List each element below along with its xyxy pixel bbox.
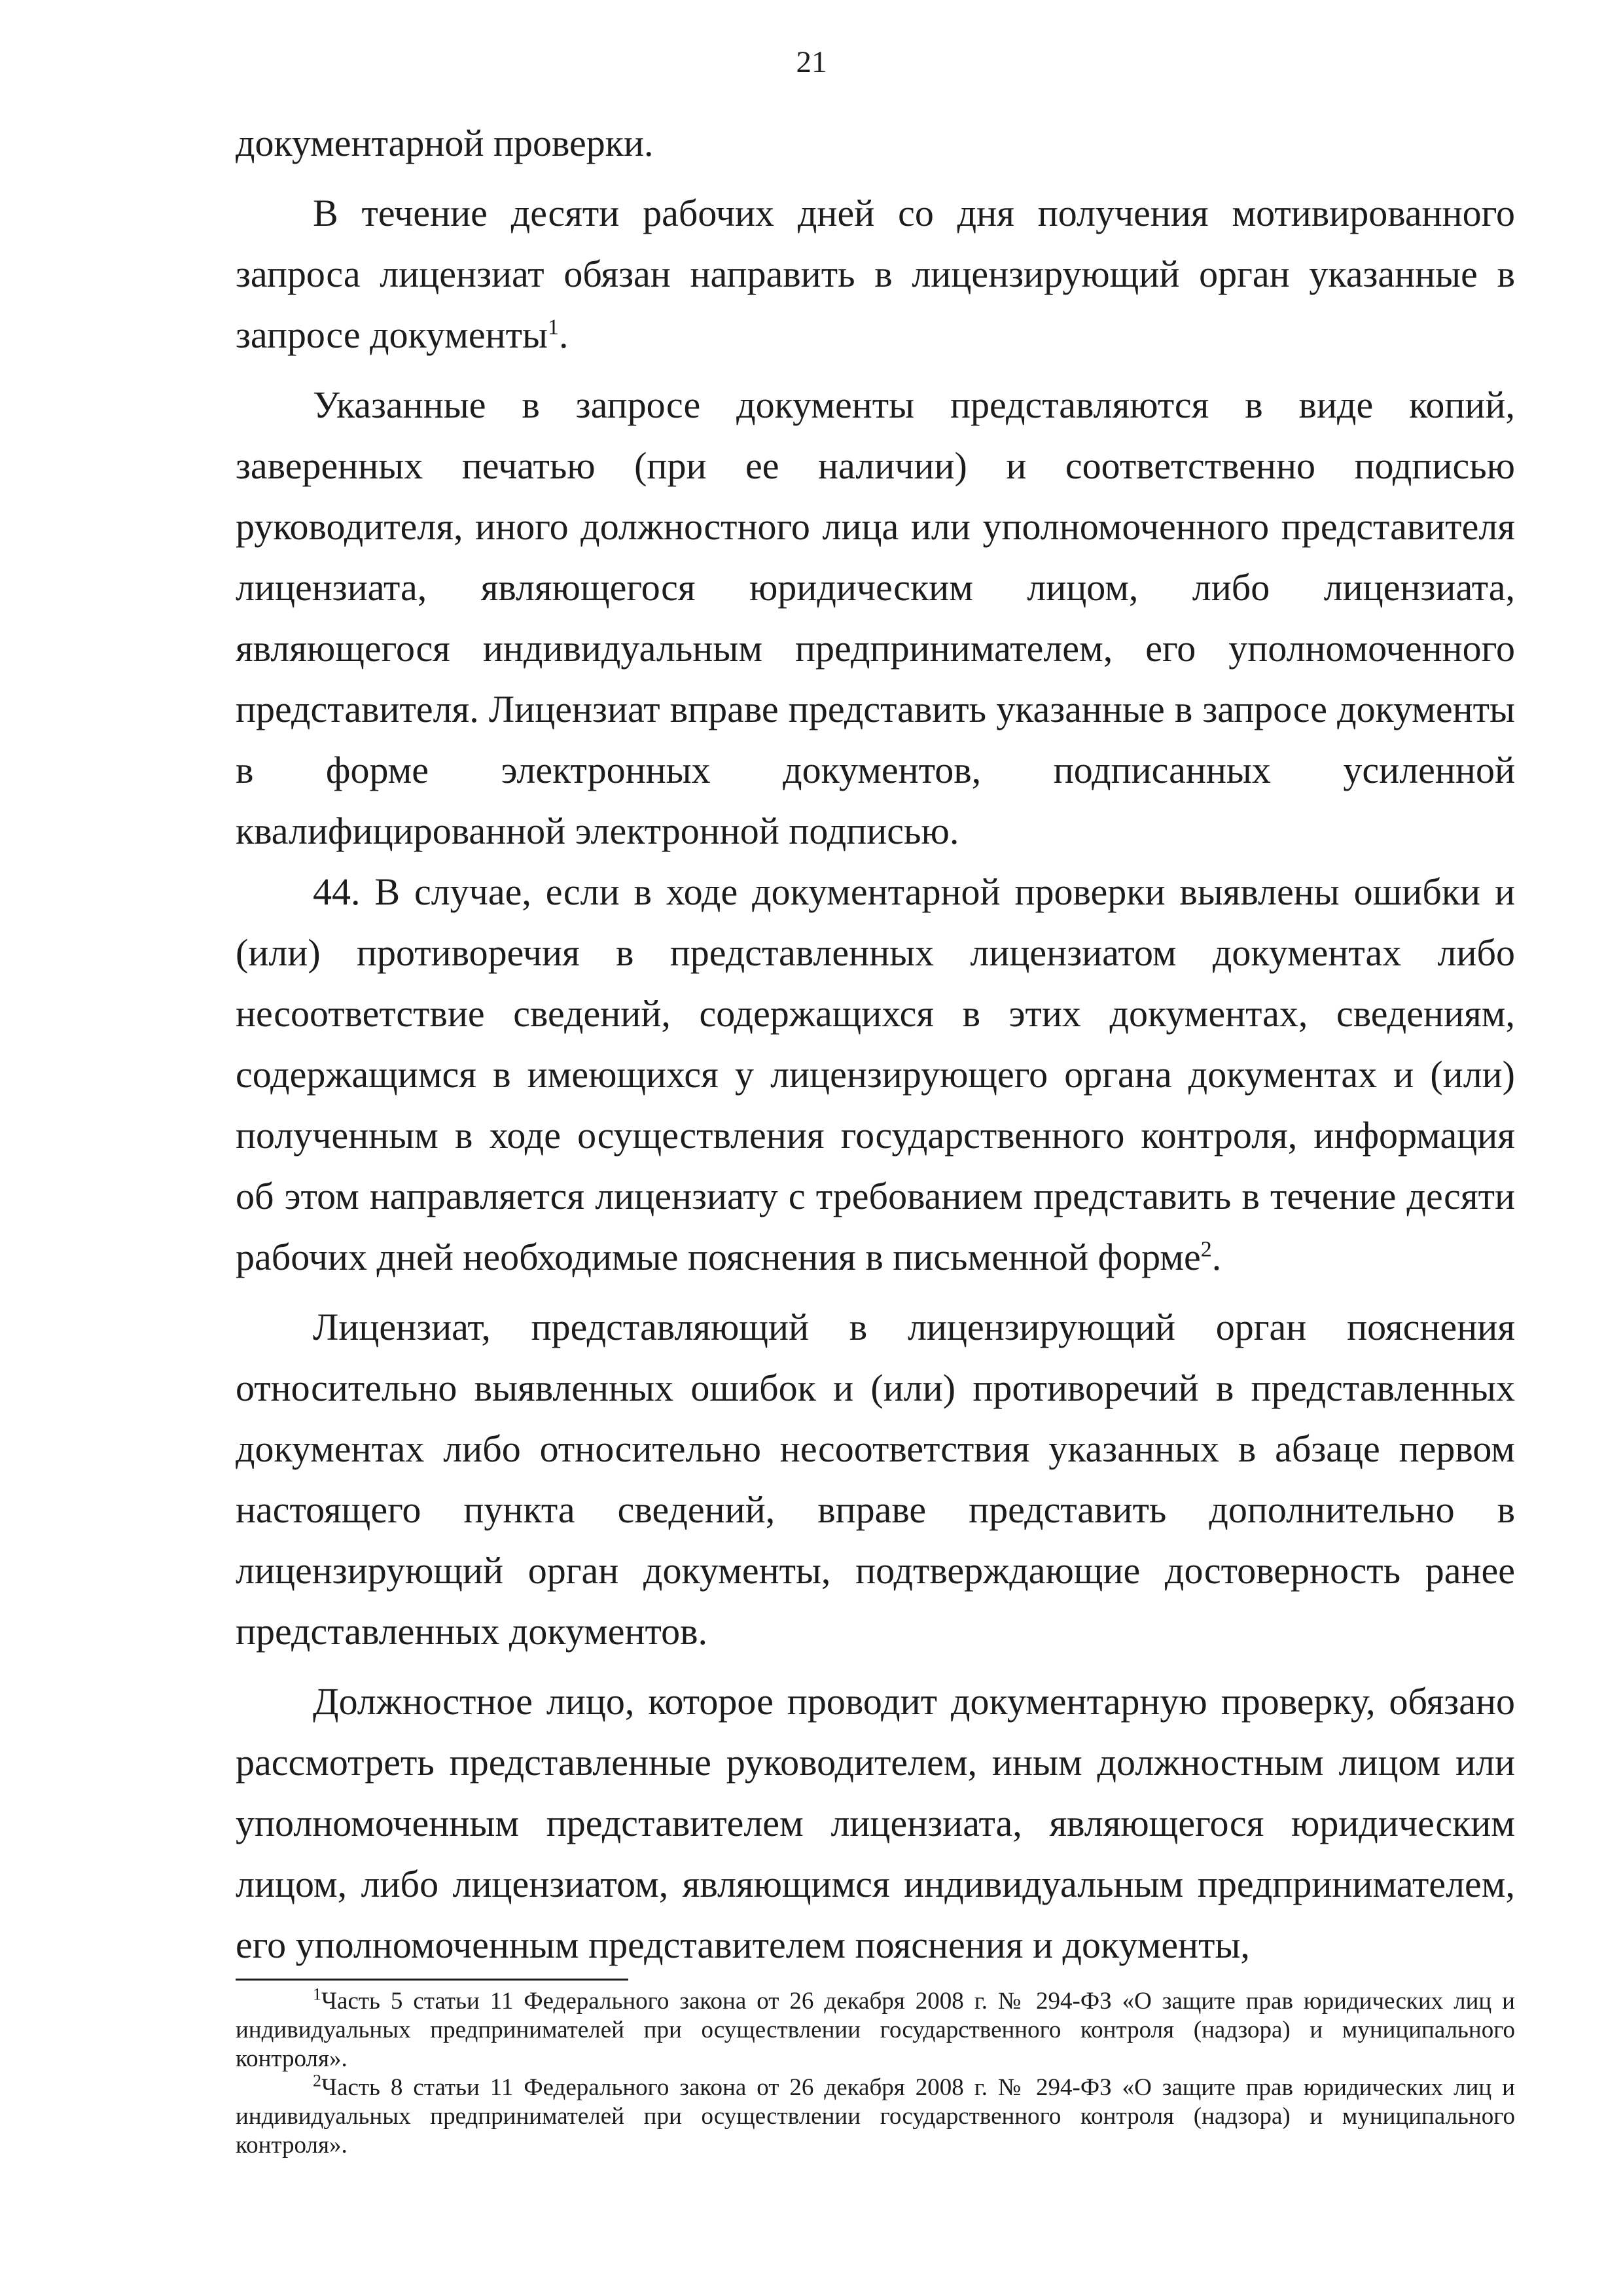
paragraph-text: документарной проверки. xyxy=(236,122,654,164)
paragraph xyxy=(236,1297,1515,1662)
paragraph xyxy=(236,374,1515,861)
paragraph xyxy=(236,1671,1515,1975)
paragraph-text: В течение десяти рабочих дней со дня получения мотивированного запроса лицензиат обязан направить в лицензирующий орган указанные в запросе документы xyxy=(236,192,1515,356)
footnote-text: Часть 8 статьи 11 Федерального закона от 26 декабря 2008 г. № 294-ФЗ «О защите прав юридических лиц и индивидуальных предпринимателей при осуществлении государственного контроля (надзора) и муниципального контроля». xyxy=(236,2074,1515,2159)
footnotes xyxy=(236,1984,1515,2160)
footnote-text: Часть 5 статьи 11 Федерального закона от 26 декабря 2008 г. № 294-ФЗ «О защите прав юридических лиц и индивидуальных предпринимателей при осуществлении государственного контроля (надзора) и муниципального контроля». xyxy=(236,1988,1515,2072)
paragraph xyxy=(236,183,1515,365)
footnote-2 xyxy=(236,2073,1515,2160)
paragraph-text: Должностное лицо, которое проводит документарную проверку, обязано рассмотреть представленные руководителем, иным должностным лицом или уполномоченным представителем лицензиата, являющегося юридическим лицом, либо лицензиатом, являющимся индивидуальным предпринимателем, его уполномоченным представителем пояснения и документы, xyxy=(236,1680,1515,1966)
sentence-end: . xyxy=(558,314,569,356)
footnote-reference-2[interactable]: 2 xyxy=(1200,1237,1212,1262)
footnote-reference-1[interactable]: 1 xyxy=(547,315,559,340)
page-number: 21 xyxy=(796,45,827,79)
sentence-end: . xyxy=(1211,1236,1222,1278)
document-body xyxy=(236,113,1515,1975)
paragraph-text: Указанные в запросе документы представляются в виде копий, заверенных печатью (при ее наличии) и соответственно подписью руководителя, иного должностного лица или уполномоченного представителя лицензиата, являющегося юридическим лицом, либо лицензиата, являющегося индивидуальным предпринимателем, его уполномоченного представителя. Лицензиат вправе представить указанные в запросе документы в форме электронных документов, подписанных усиленной квалифицированной электронной подписью. xyxy=(236,384,1515,852)
footnote-1 xyxy=(236,1984,1515,2073)
footnote-marker: 1 xyxy=(313,1984,321,2004)
paragraph-text: 44. В случае, если в ходе документарной проверки выявлены ошибки и (или) противоречия в представленных лицензиатом документах либо несоответствие сведений, содержащихся в этих документах, сведениям, содержащимся в имеющихся у лицензирующего органа документах и (или) полученным в ходе осуществления государственного контроля, информация об этом направляется лицензиату с требованием представить в течение десяти рабочих дней необходимые пояснения в письменной форме xyxy=(236,870,1515,1278)
footnote-separator xyxy=(236,1979,628,1981)
paragraph-text: Лицензиат, представляющий в лицензирующий орган пояснения относительно выявленных ошибок и (или) противоречий в представленных документах либо относительно несоответствия указанных в абзаце первом настоящего пункта сведений, вправе представить дополнительно в лицензирующий орган документы, подтверждающие достоверность ранее представленных документов. xyxy=(236,1306,1515,1653)
paragraph-item-44 xyxy=(236,861,1515,1287)
paragraph-continuation xyxy=(236,113,1515,173)
footnote-marker: 2 xyxy=(313,2071,321,2090)
